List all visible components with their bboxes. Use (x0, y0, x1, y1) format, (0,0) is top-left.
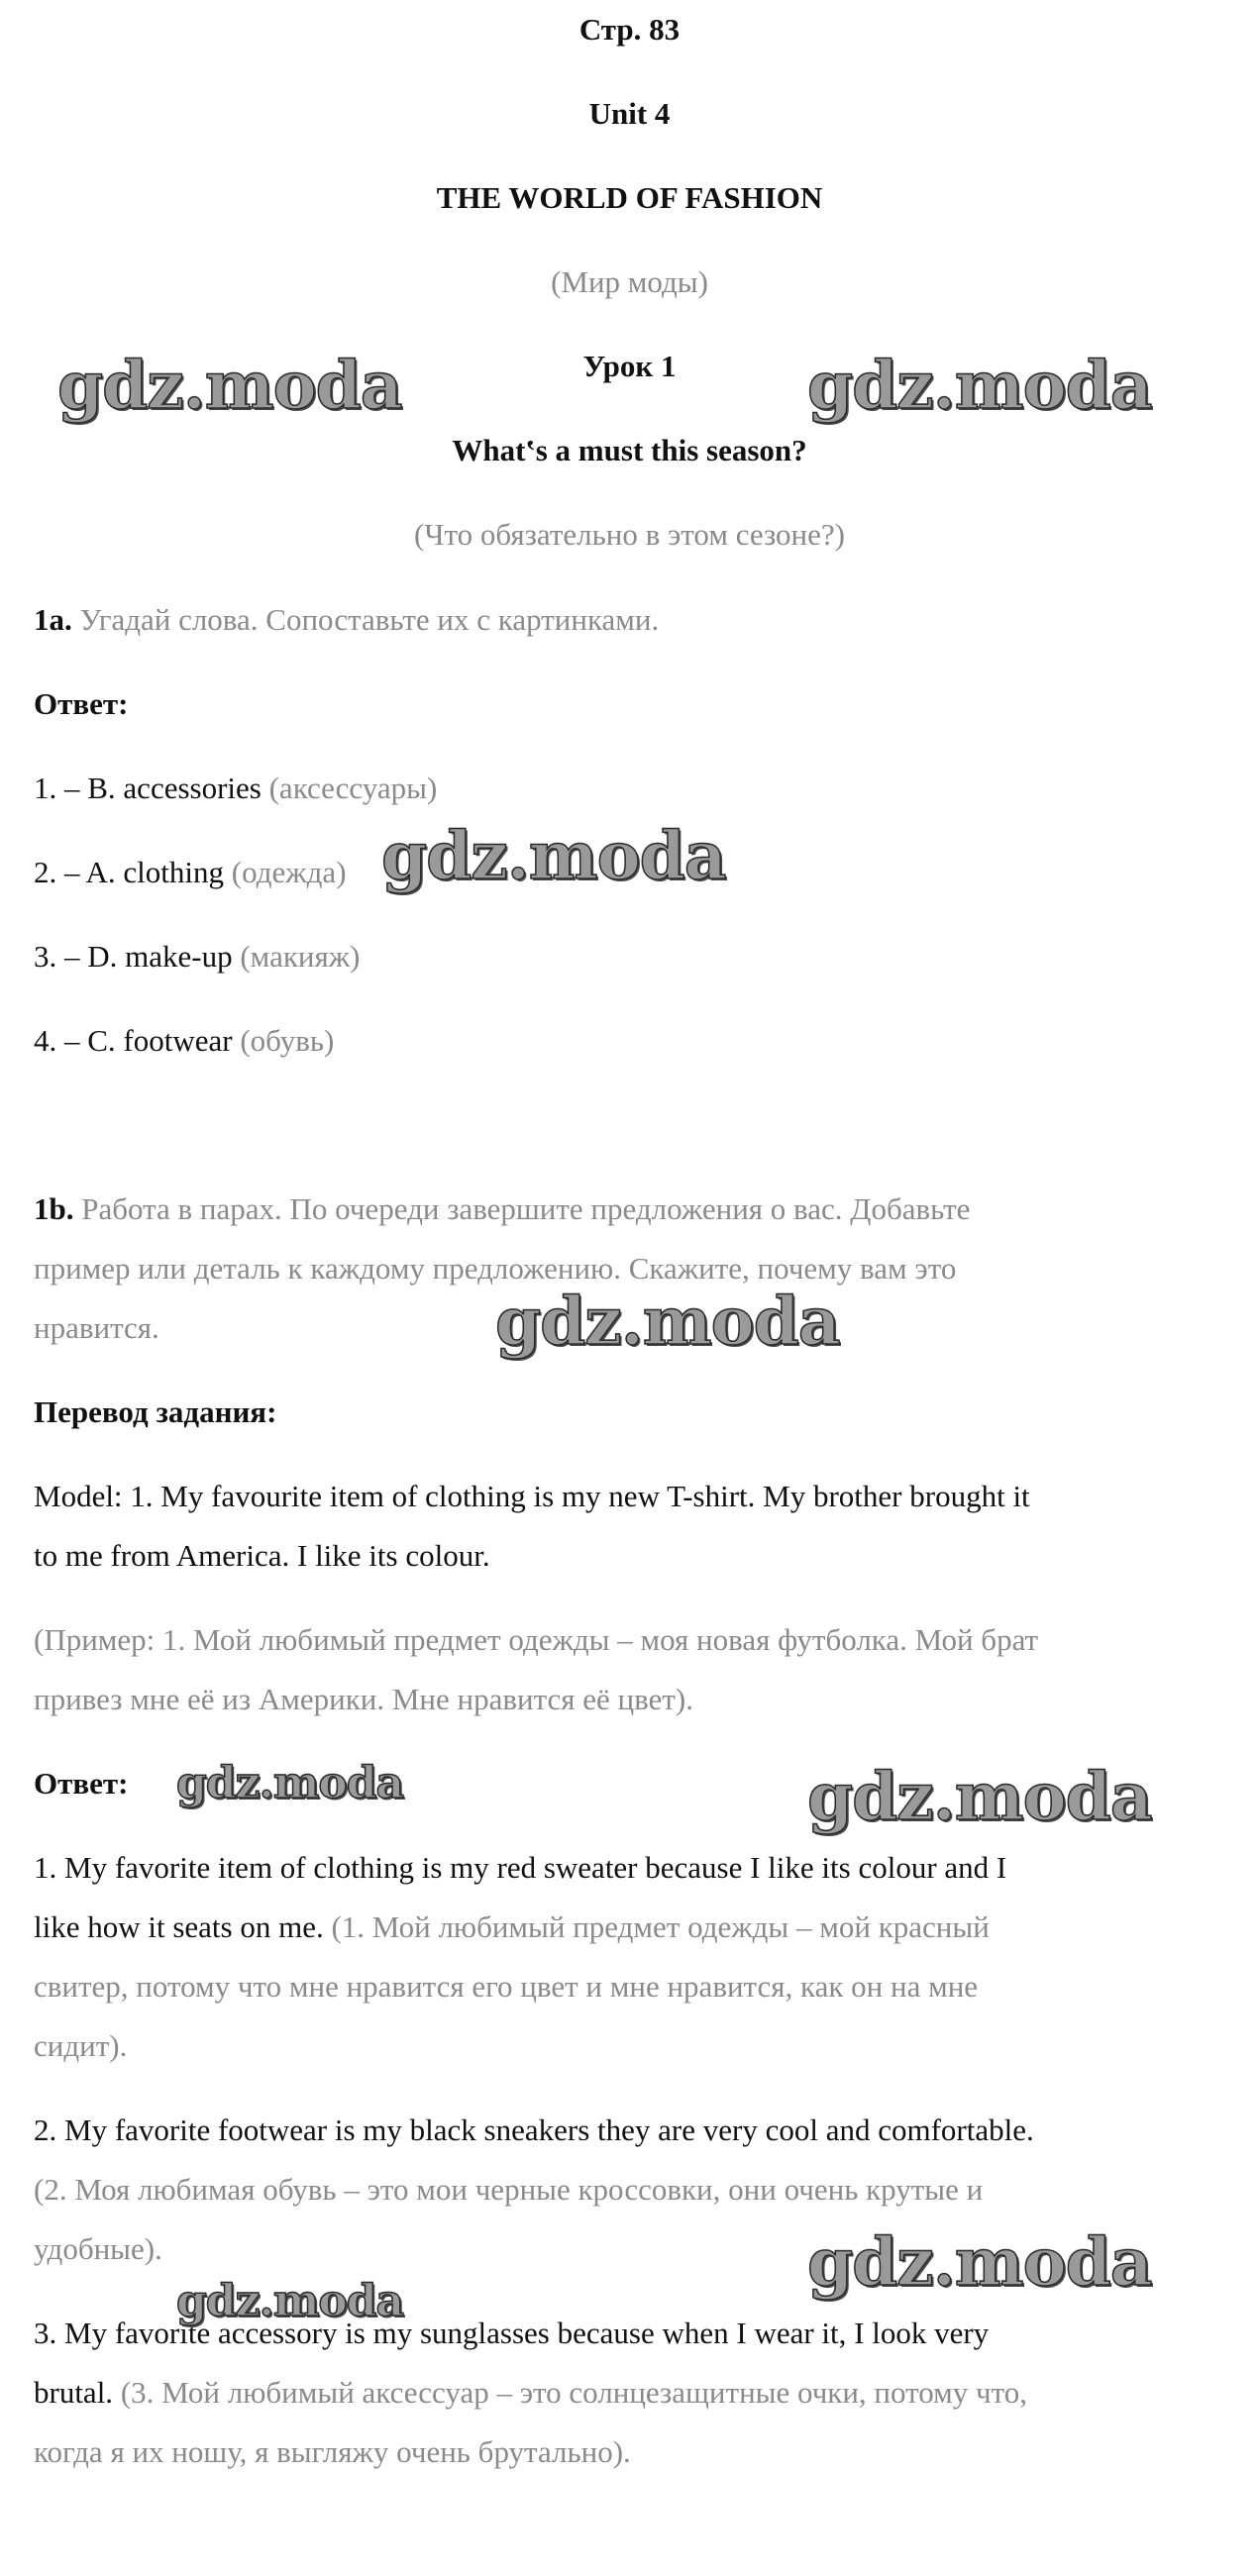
answer-item (34, 1023, 334, 1059)
answer-label: Ответ: (34, 686, 129, 721)
lesson-title: What‛s a must this season? (452, 433, 807, 467)
exercise-1b-task (34, 1191, 970, 1227)
exercise-instruction: Угадай слова. Сопоставьте их с картинками. (79, 602, 660, 637)
answer-en: 2. – A. clothing (34, 855, 225, 889)
model-translation-line: (Пример: 1. Мой любимый предмет одежды – моя новая футболка. Мой брат (34, 1622, 1039, 1657)
answer-translation-line: когда я их ношу, я выгляжу очень брутально). (34, 2434, 631, 2469)
answer-en: like how it seats on me. (34, 1909, 324, 1944)
answer-en: 1. – B. accessories (34, 771, 262, 805)
translation-label: Перевод задания: (34, 1394, 277, 1429)
answer-line (34, 2375, 1027, 2411)
watermark: gdz.moda (57, 347, 402, 424)
watermark: gdz.moda (807, 347, 1152, 424)
answer-line: 2. My favorite footwear is my black sneakers they are very cool and comfortable. (34, 2112, 1034, 2147)
answer-en: 4. – C. footwear (34, 1023, 233, 1058)
answer-item (34, 939, 360, 975)
answer-ru: (одежда) (231, 855, 347, 889)
answer-item (34, 855, 347, 890)
exercise-number: 1a. (34, 602, 72, 637)
exercise-number: 1b. (34, 1191, 74, 1226)
answer-label: Ответ: (34, 1766, 129, 1801)
answer-ru: (обувь) (240, 1023, 335, 1058)
answer-ru: (3. Мой любимый аксессуар – это солнцезащитные очки, потому что, (120, 2375, 1028, 2410)
unit-title: THE WORLD OF FASHION (436, 180, 823, 215)
watermark: gdz.moda (807, 1758, 1152, 1835)
exercise-instruction: Работа в парах. По очереди завершите предложения о вас. Добавьте (81, 1191, 971, 1226)
answer-line: 1. My favorite item of clothing is my red sweater because I like its colour and I (34, 1850, 1007, 1885)
exercise-instruction-line: пример или деталь к каждому предложению. Скажите, почему вам это (34, 1251, 957, 1286)
unit-title-translation: (Мир моды) (551, 264, 708, 299)
lesson-number: Урок 1 (582, 349, 677, 383)
exercise-instruction-line: нравится. (34, 1310, 159, 1345)
answer-en: 3. – D. make-up (34, 939, 233, 974)
watermark: gdz.moda (381, 817, 726, 894)
answer-ru: (1. Мой любимый предмет одежды – мой красный (331, 1909, 990, 1944)
unit-number: Unit 4 (588, 96, 671, 131)
watermark: gdz.moda (176, 2276, 404, 2326)
answer-translation-line: удобные). (34, 2231, 162, 2266)
answer-line: 3. My favorite accessory is my sunglasses because when I wear it, I look very (34, 2316, 990, 2350)
answer-en: brutal. (34, 2375, 114, 2410)
watermark: gdz.moda (495, 1283, 840, 1360)
answer-translation-line: (2. Моя любимая обувь – это мои черные кроссовки, они очень крутые и (34, 2172, 984, 2207)
answer-translation-line: свитер, потому что мне нравится его цвет и мне нравится, как он на мне (34, 1969, 979, 2004)
answer-ru: (аксессуары) (268, 771, 438, 805)
answer-item (34, 771, 437, 806)
page-number: Стр. 83 (578, 12, 681, 47)
answer-ru: (макияж) (240, 939, 361, 974)
answer-translation-line: сидит). (34, 2028, 128, 2063)
watermark: gdz.moda (807, 2223, 1152, 2301)
watermark: gdz.moda (176, 1758, 404, 1808)
model-translation-line: привез мне её из Америки. Мне нравится её цвет). (34, 1682, 693, 1716)
model-text-line: to me from America. I like its colour. (34, 1538, 490, 1573)
model-text-line: Model: 1. My favourite item of clothing is my new T-shirt. My brother brought it (34, 1479, 1030, 1513)
answer-line (34, 1909, 990, 1945)
lesson-title-translation: (Что обязательно в этом сезоне?) (414, 517, 845, 552)
exercise-1a-task (34, 602, 659, 638)
